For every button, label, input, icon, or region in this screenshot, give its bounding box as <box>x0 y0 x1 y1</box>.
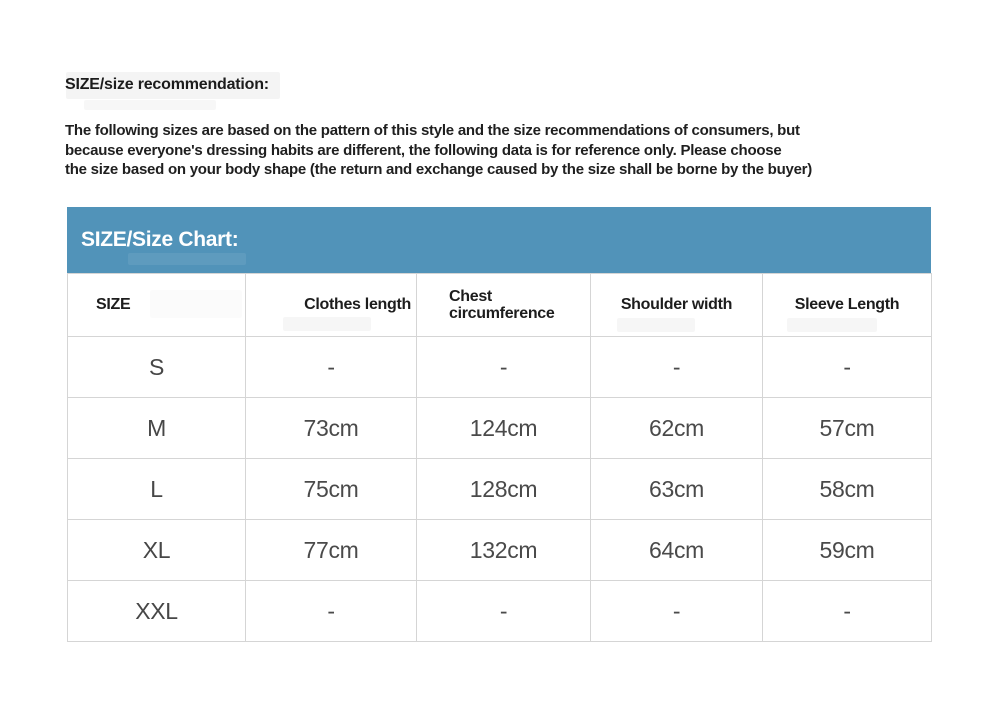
size-label: S <box>68 337 246 398</box>
chest-circumference-value: - <box>417 337 591 398</box>
size-label: XL <box>68 520 246 581</box>
column-header-chest-circumference <box>417 274 591 337</box>
shoulder-width-value: - <box>591 337 763 398</box>
intro-paragraph <box>65 121 995 180</box>
column-header-shoulder-width: Shoulder width <box>591 274 763 337</box>
clothes-length-value: - <box>246 337 417 398</box>
column-header-sleeve-length: Sleeve Length <box>763 274 932 337</box>
sleeve-length-value: - <box>763 337 932 398</box>
shoulder-width-value: 63cm <box>591 459 763 520</box>
clothes-length-value: 75cm <box>246 459 417 520</box>
chest-circumference-value: 132cm <box>417 520 591 581</box>
size-label: XXL <box>68 581 246 642</box>
table-header-row <box>68 274 932 337</box>
size-chart-header <box>67 207 931 273</box>
chest-circumference-value: 128cm <box>417 459 591 520</box>
sleeve-length-value: 57cm <box>763 398 932 459</box>
intro-line: The following sizes are based on the pattern of this style and the size recommendations of consumers, but <box>65 122 800 139</box>
sleeve-length-value: 59cm <box>763 520 932 581</box>
column-header-chest-label: Chest circumference <box>449 287 555 322</box>
sleeve-length-value: - <box>763 581 932 642</box>
intro-line: the size based on your body shape (the return and exchange caused by the size shall be borne by the buyer) <box>65 161 813 178</box>
shoulder-width-value: 62cm <box>591 398 763 459</box>
size-label: M <box>68 398 246 459</box>
column-header-clothes-length: Clothes length <box>246 274 417 337</box>
table-row <box>68 520 932 581</box>
column-header-size: SIZE <box>68 274 246 337</box>
size-label: L <box>68 459 246 520</box>
clothes-length-value: 73cm <box>246 398 417 459</box>
table-row <box>68 337 932 398</box>
chest-circumference-value: - <box>417 581 591 642</box>
shoulder-width-value: 64cm <box>591 520 763 581</box>
chest-circumference-value: 124cm <box>417 398 591 459</box>
shoulder-width-value: - <box>591 581 763 642</box>
sleeve-length-value: 58cm <box>763 459 932 520</box>
page-title: SIZE/size recommendation: <box>65 76 269 93</box>
size-table <box>67 273 932 642</box>
table-row <box>68 459 932 520</box>
clothes-length-value: - <box>246 581 417 642</box>
intro-line: because everyone's dressing habits are different, the following data is for reference only. Please choose <box>65 141 782 159</box>
table-row <box>68 398 932 459</box>
clothes-length-value: 77cm <box>246 520 417 581</box>
table-row <box>68 581 932 642</box>
size-chart-title: SIZE/Size Chart: <box>81 228 239 251</box>
ghost-artifact <box>84 100 216 110</box>
